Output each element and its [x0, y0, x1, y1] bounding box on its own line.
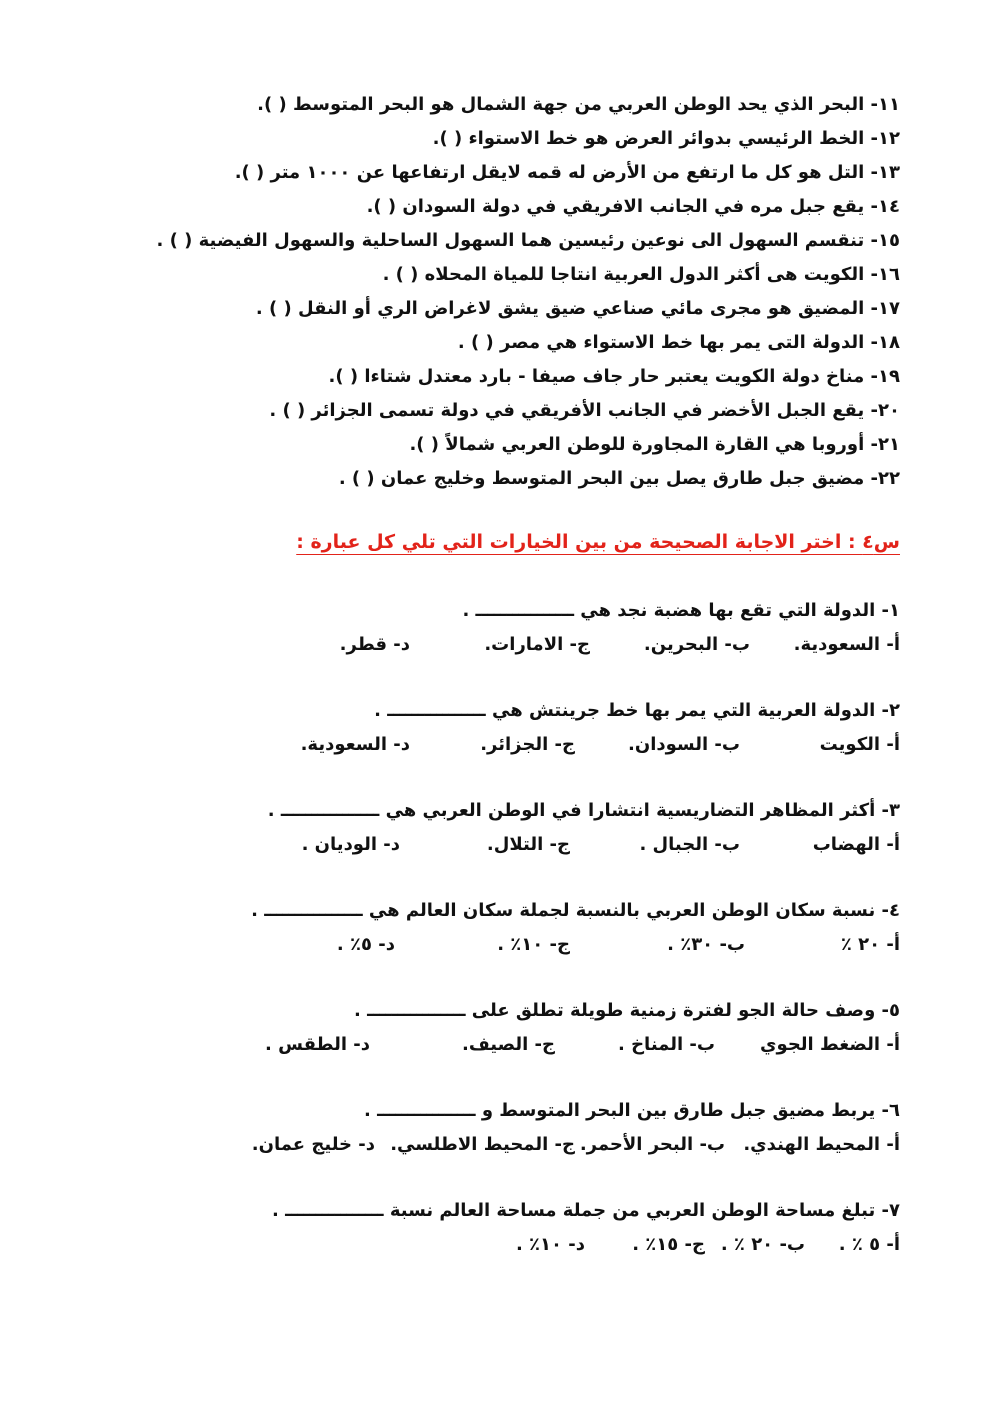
option-c: ج- التلال.: [486, 834, 570, 855]
option-a: أ- ٥ ٪ .: [838, 1234, 900, 1255]
tf-item-18: ١٨- الدولة التى يمر بها خط الاستواء هي مصر ( ) .: [457, 332, 900, 353]
options-row: [90, 928, 900, 962]
option-d: د- ٥٪ .: [336, 934, 395, 955]
options-row: [90, 728, 900, 762]
option-d: د- السعودية.: [300, 734, 410, 755]
tf-item-11: ١١- البحر الذي يحد الوطن العربي من جهة الشمال هو البحر المتوسط ( ).: [257, 94, 900, 115]
worksheet-page: [90, 88, 900, 1262]
tf-item-14: ١٤- يقع جبل مره في الجانب الافريقي في دولة السودان ( ).: [366, 196, 900, 217]
tf-item-21: ٢١- أوروبا هي القارة المجاورة للوطن العربي شمالاً ( ).: [409, 434, 900, 455]
option-a: أ- السعودية.: [793, 634, 900, 655]
option-a: أ- الضغط الجوي: [760, 1034, 900, 1055]
option-c: ج- الجزائر.: [480, 734, 575, 755]
option-a: أ- الكويت: [819, 734, 900, 755]
options-row: [90, 1228, 900, 1262]
option-a: أ- الهضاب: [812, 834, 900, 855]
option-b: ب- البحرين.: [643, 634, 750, 655]
tf-item-16: ١٦- الكويت هى أكثر الدول العربية انتاجا للمياة المحلاه ( ) .: [382, 264, 900, 285]
question-text: ٣- أكثر المظاهر التضاريسية انتشارا في الوطن العربي هي ــــــــــــــــ .: [267, 800, 900, 821]
option-d: د- ١٠٪ .: [515, 1234, 585, 1255]
option-d: د- خليج عمان.: [251, 1134, 375, 1155]
tf-item-20: ٢٠- يقع الجبل الأخضر في الجانب الأفريقي في دولة تسمى الجزائر ( ) .: [269, 400, 900, 421]
option-b: ب- ٢٠ ٪ .: [720, 1234, 805, 1255]
option-a: أ- ٢٠ ٪: [840, 934, 900, 955]
option-a: أ- المحيط الهندي.: [743, 1134, 900, 1155]
question-text: ٢- الدولة العربية التي يمر بها خط جرينتش هي ــــــــــــــــ .: [374, 700, 900, 721]
tf-item-15: ١٥- تنقسم السهول الى نوعين رئيسين هما السهول الساحلية والسهول الفيضية ( ) .: [156, 230, 900, 251]
question-text: ٥- وصف حالة الجو لفترة زمنية طويلة تطلق على ــــــــــــــــ .: [353, 1000, 900, 1021]
option-c: ج- المحيط الاطلسي.: [390, 1134, 575, 1155]
tf-item-22: ٢٢- مضيق جبل طارق يصل بين البحر المتوسط وخليج عمان ( ) .: [338, 468, 900, 489]
tf-item-19: ١٩- مناخ دولة الكويت يعتبر حار جاف صيفا - بارد معتدل شتاءا ( ).: [328, 366, 900, 387]
option-b: ب- المناخ .: [617, 1034, 715, 1055]
option-c: ج- الصيف.: [462, 1034, 555, 1055]
tf-item-12: ١٢- الخط الرئيسي بدوائر العرض هو خط الاستواء ( ).: [432, 128, 900, 149]
mcq-question-1: [90, 594, 900, 662]
question-text: ٤- نسبة سكان الوطن العربي بالنسبة لجملة سكان العالم هي ــــــــــــــــ .: [251, 900, 900, 921]
mcq-question-6: [90, 1094, 900, 1162]
section-4-title: س٤ : اختر الاجابة الصحيحة من بين الخيارات التي تلي كل عبارة :: [296, 531, 900, 553]
question-text: ١- الدولة التي تقع بها هضبة نجد هي ــــــــــــــــ .: [462, 600, 900, 621]
option-b: ب- الجبال .: [639, 834, 740, 855]
mcq-question-4: [90, 894, 900, 962]
option-c: ج- ١٥٪ .: [632, 1234, 705, 1255]
option-b: ب- البحر الأحمر.: [579, 1134, 725, 1155]
options-row: [90, 1028, 900, 1062]
option-d: د- الوديان .: [301, 834, 400, 855]
question-text: ٦- يربط مضيق جبل طارق بين البحر المتوسط و ــــــــــــــــ .: [364, 1100, 900, 1121]
mcq-question-3: [90, 794, 900, 862]
option-b: ب- ٣٠٪ .: [667, 934, 745, 955]
question-text: ٧- تبلغ مساحة الوطن العربي من جملة مساحة العالم نسبة ــــــــــــــــ .: [272, 1200, 900, 1221]
option-d: د- الطقس .: [265, 1034, 370, 1055]
mcq-question-2: [90, 694, 900, 762]
true-false-list: [90, 88, 900, 496]
option-d: د- قطر.: [339, 634, 410, 655]
mcq-question-5: [90, 994, 900, 1062]
option-b: ب- السودان.: [628, 734, 740, 755]
options-row: [90, 1128, 900, 1162]
tf-item-13: ١٣- التل هو كل ما ارتفع من الأرض له قمه لايقل ارتفاعها عن ١٠٠٠ متر ( ).: [234, 162, 900, 183]
option-c: ج- الامارات.: [484, 634, 590, 655]
options-row: [90, 828, 900, 862]
options-row: [90, 628, 900, 662]
tf-item-17: ١٧- المضيق هو مجرى مائي صناعي ضيق يشق لاغراض الري أو النقل ( ) .: [255, 298, 900, 319]
mcq-question-7: [90, 1194, 900, 1262]
option-c: ج- ١٠٪ .: [497, 934, 570, 955]
